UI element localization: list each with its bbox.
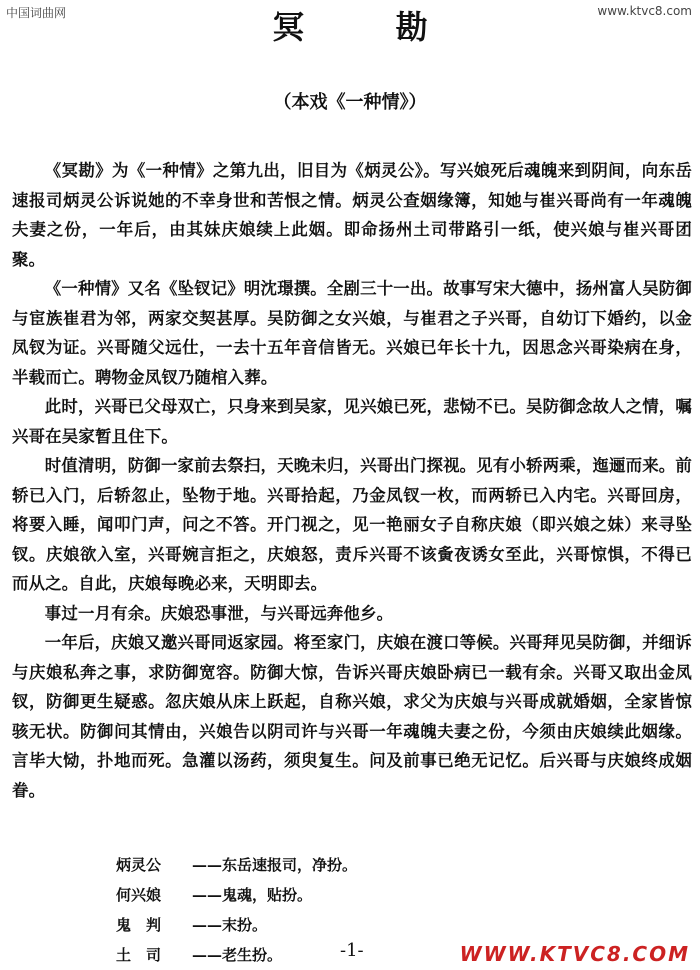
page-title: 冥 勘 bbox=[272, 8, 468, 46]
cast-role-name: 鬼 判 bbox=[116, 916, 162, 934]
cast-item bbox=[116, 880, 357, 910]
paragraph: 《冥勘》为《一种情》之第九出，旧目为《炳灵公》。写兴娘死后魂魄来到阴间，向东岳速报司炳灵公诉说她的不幸身世和苦恨之情。炳灵公查姻缘簿，知她与崔兴哥尚有一年魂魄夫妻之份，一年后，由其妹庆娘续上此姻。即命扬州土司带路引一纸，使兴娘与崔兴哥团聚。 bbox=[12, 161, 692, 269]
watermark-site-url: WWW.KTVC8.COM bbox=[459, 942, 690, 966]
page-subtitle: （本戏《一种情》） bbox=[273, 92, 427, 113]
cast-role-name: 土 司 bbox=[116, 946, 162, 964]
cast-role-name: 何兴娘 bbox=[116, 886, 162, 904]
cast-item bbox=[116, 940, 357, 970]
page-number: -1- bbox=[340, 940, 364, 961]
cast-role-desc: ——末扮。 bbox=[192, 916, 268, 934]
paragraph: 事过一月有余。庆娘恐事泄，与兴哥远奔他乡。 bbox=[44, 603, 394, 623]
cast-role-desc: ——老生扮。 bbox=[192, 946, 283, 964]
paragraph: 时值清明，防御一家前去祭扫，天晚未归，兴哥出门探视。见有小轿两乘，迤逦而来。前轿已入门，后轿忽止，坠物于地。兴哥拾起，乃金凤钗一枚，而两轿已入内宅。兴哥回房，将要入睡，闻叩门声，问之不答。开门视之，见一艳丽女子自称庆娘（即兴娘之妹）来寻坠钗。庆娘欲入室，兴哥婉言拒之，庆娘怒，责斥兴哥不该夤夜诱女至此，兴哥惊惧，不得已而从之。自此，庆娘每晚必来，天明即去。 bbox=[12, 456, 692, 593]
paragraph: 《一种情》又名《坠钗记》明沈璟撰。全剧三十一出。故事写宋大德中，扬州富人吴防御与宦族崔君为邻，两家交契甚厚。吴防御之女兴娘，与崔君之子兴哥，自幼订下婚约，以金凤钗为证。兴哥随父远仕，一去十五年音信皆无。兴娘已年长十九，因思念兴哥染病在身，半载而亡。聘物金凤钗乃随棺入葬。 bbox=[12, 279, 692, 387]
cast-item bbox=[116, 850, 357, 880]
site-name-left: 中国词曲网 bbox=[6, 6, 67, 20]
cast-role-name: 炳灵公 bbox=[116, 856, 162, 874]
cast-item bbox=[116, 910, 357, 940]
paragraph: 一年后，庆娘又邀兴哥同返家园。将至家门，庆娘在渡口等候。兴哥拜见吴防御，并细诉与庆娘私奔之事，求防御宽容。防御大惊，告诉兴哥庆娘卧病已一载有余。兴哥又取出金凤钗，防御更生疑惑。忽庆娘从床上跃起，自称兴娘，求父为庆娘与兴哥成就婚姻，全家皆惊骇无状。防御问其情由，兴娘告以阴司许与兴哥一年魂魄夫妻之份，今须由庆娘续此姻缘。言毕大恸，扑地而死。急灌以汤药，须臾复生。问及前事已绝无记忆。后兴哥与庆娘终成姻眷。 bbox=[12, 633, 692, 800]
paragraph: 此时，兴哥已父母双亡，只身来到吴家，见兴娘已死，悲恸不已。吴防御念故人之情，嘱兴哥在吴家暂且住下。 bbox=[12, 397, 692, 446]
cast-role-desc: ——鬼魂，贴扮。 bbox=[192, 886, 313, 904]
cast-role-desc: ——东岳速报司，净扮。 bbox=[192, 856, 358, 874]
synopsis-body bbox=[12, 156, 692, 805]
cast-list bbox=[116, 850, 357, 970]
site-url-right: www.ktvc8.com bbox=[597, 4, 692, 18]
